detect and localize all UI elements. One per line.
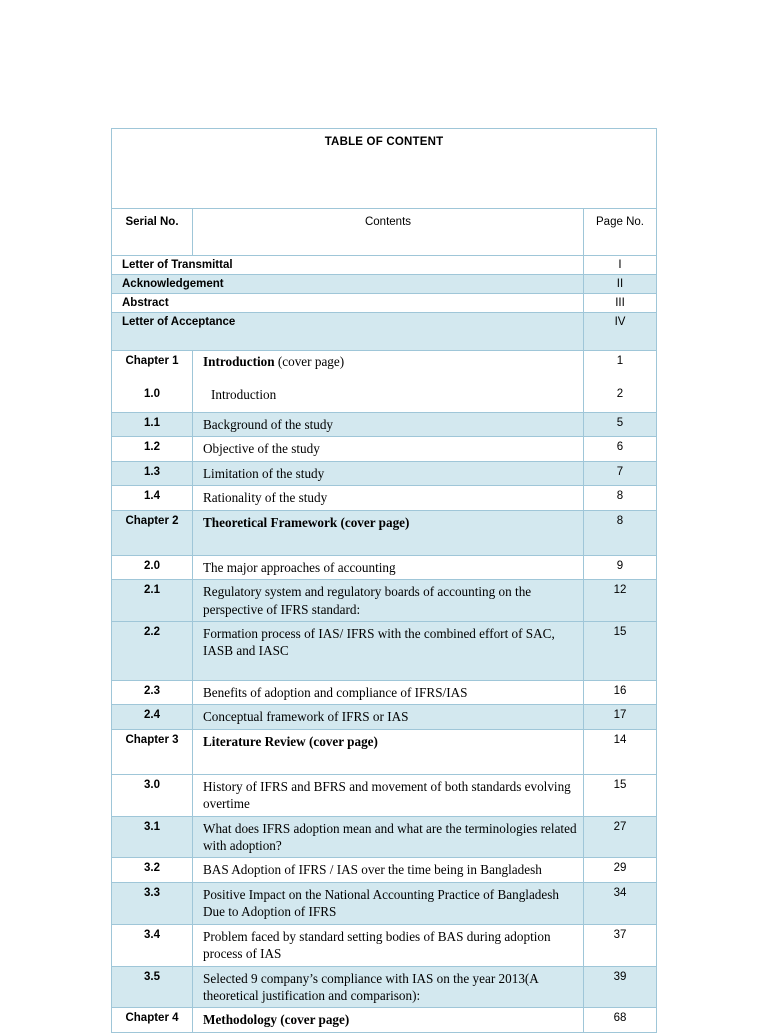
serial-cell: Chapter 4: [112, 1008, 193, 1032]
serial-cell: 2.3: [112, 680, 193, 704]
serial-cell: Chapter 3: [112, 729, 193, 774]
page-cell: 8: [584, 510, 657, 555]
table-row: [112, 966, 657, 1008]
serial-cell: 3.1: [112, 816, 193, 858]
contents-cell: Background of the study: [193, 413, 584, 437]
page-cell: 8: [584, 486, 657, 510]
serial-cell: 3.5: [112, 966, 193, 1008]
contents-cell: Positive Impact on the National Accounting Practice of Bangladesh Due to Adoption of IFRS: [193, 882, 584, 924]
serial-value: Chapter 1: [125, 355, 179, 367]
page-cell: 68: [584, 1008, 657, 1032]
table-row: [112, 486, 657, 510]
page-title: TABLE OF CONTENT: [112, 129, 657, 209]
toc-table-body: [112, 129, 657, 1033]
page-cell: 14: [584, 729, 657, 774]
table-row-chapter-1-block: [112, 351, 657, 413]
table-row: [112, 437, 657, 461]
table-row: [112, 705, 657, 729]
serial-cell: 1.4: [112, 486, 193, 510]
column-header-contents: Contents: [193, 209, 584, 256]
table-of-contents: [111, 128, 656, 1033]
table-row: [112, 461, 657, 485]
page-cell: 29: [584, 858, 657, 882]
serial-value: 1.0: [144, 388, 160, 400]
table-row: [112, 294, 657, 313]
page-cell: 12: [584, 580, 657, 622]
front-matter-label: Letter of Acceptance: [112, 313, 584, 351]
page-cell: [584, 351, 657, 413]
table-row: [112, 858, 657, 882]
table-row: [112, 256, 657, 275]
contents-cell: Methodology (cover page): [193, 1008, 584, 1032]
page-cell: 27: [584, 816, 657, 858]
contents-cell: Literature Review (cover page): [193, 729, 584, 774]
front-matter-label: Abstract: [112, 294, 584, 313]
column-header-page: Page No.: [584, 209, 657, 256]
table-row-chapter: [112, 729, 657, 774]
serial-cell: 3.4: [112, 924, 193, 966]
page-cell: 39: [584, 966, 657, 1008]
contents-cell: [193, 351, 584, 413]
table-row: [112, 882, 657, 924]
contents-cell: Regulatory system and regulatory boards of accounting on the perspective of IFRS standard:: [193, 580, 584, 622]
table-row: [112, 580, 657, 622]
toc-header-row: [112, 209, 657, 256]
table-row: [112, 413, 657, 437]
table-row: [112, 555, 657, 579]
serial-cell: 2.4: [112, 705, 193, 729]
page-cell: 15: [584, 621, 657, 680]
column-header-serial: Serial No.: [112, 209, 193, 256]
serial-cell: 1.2: [112, 437, 193, 461]
front-matter-page: IV: [584, 313, 657, 351]
serial-cell: 2.1: [112, 580, 193, 622]
front-matter-page: III: [584, 294, 657, 313]
page-value: 1: [616, 355, 624, 367]
table-row: [112, 680, 657, 704]
serial-cell: Chapter 2: [112, 510, 193, 555]
table-row: [112, 621, 657, 680]
contents-title-bold: Introduction: [203, 354, 275, 369]
front-matter-page: I: [584, 256, 657, 275]
page-cell: 5: [584, 413, 657, 437]
table-row: [112, 275, 657, 294]
page-cell: 9: [584, 555, 657, 579]
page-cell: 16: [584, 680, 657, 704]
table-row: [112, 313, 657, 351]
front-matter-label: Acknowledgement: [112, 275, 584, 294]
page-cell: 15: [584, 774, 657, 816]
table-row: [112, 924, 657, 966]
contents-cell: Theoretical Framework (cover page): [193, 510, 584, 555]
toc-table: [111, 128, 657, 1033]
contents-cell: What does IFRS adoption mean and what are the terminologies related with adoption?: [193, 816, 584, 858]
contents-cell: Limitation of the study: [193, 461, 584, 485]
table-row-chapter: [112, 510, 657, 555]
contents-cell: History of IFRS and BFRS and movement of both standards evolving overtime: [193, 774, 584, 816]
serial-cell: 3.0: [112, 774, 193, 816]
serial-cell: 3.3: [112, 882, 193, 924]
contents-cell: Formation process of IAS/ IFRS with the combined effort of SAC, IASB and IASC: [193, 621, 584, 680]
contents-cell: Benefits of adoption and compliance of IFRS/IAS: [193, 680, 584, 704]
contents-cell: Conceptual framework of IFRS or IAS: [193, 705, 584, 729]
serial-cell: 2.2: [112, 621, 193, 680]
serial-cell: 3.2: [112, 858, 193, 882]
contents-cell: Problem faced by standard setting bodies of BAS during adoption process of IAS: [193, 924, 584, 966]
page-cell: 6: [584, 437, 657, 461]
serial-cell: 2.0: [112, 555, 193, 579]
serial-cell: 1.1: [112, 413, 193, 437]
contents-title-suffix: (cover page): [277, 354, 345, 369]
page-cell: 34: [584, 882, 657, 924]
front-matter-page: II: [584, 275, 657, 294]
front-matter-label: Letter of Transmittal: [112, 256, 584, 275]
toc-title-row: [112, 129, 657, 209]
table-row: [112, 816, 657, 858]
contents-subtitle: Introduction: [211, 387, 277, 402]
contents-cell: BAS Adoption of IFRS / IAS over the time being in Bangladesh: [193, 858, 584, 882]
page-cell: 7: [584, 461, 657, 485]
page-value: 2: [616, 388, 624, 400]
page-cell: 37: [584, 924, 657, 966]
serial-cell: 1.3: [112, 461, 193, 485]
contents-cell: The major approaches of accounting: [193, 555, 584, 579]
table-row-chapter: [112, 1008, 657, 1032]
contents-cell: Rationality of the study: [193, 486, 584, 510]
contents-cell: Selected 9 company’s compliance with IAS on the year 2013(A theoretical justification and comparison):: [193, 966, 584, 1008]
table-row: [112, 774, 657, 816]
contents-cell: Objective of the study: [193, 437, 584, 461]
page-cell: 17: [584, 705, 657, 729]
contents-title: [203, 354, 577, 370]
serial-cell: [112, 351, 193, 413]
